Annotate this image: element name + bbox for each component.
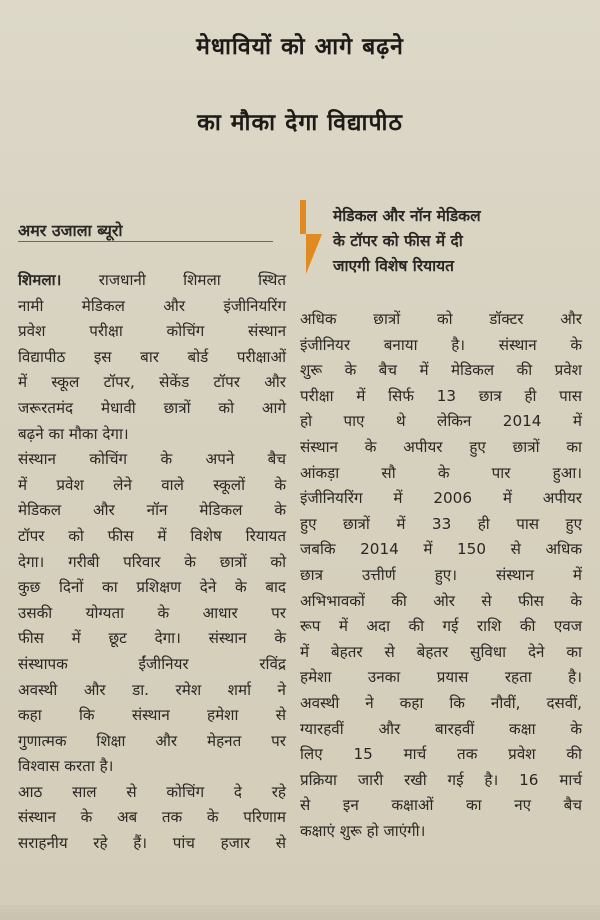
text-line: संस्थान कोचिंग के अपने बैच [18, 450, 286, 469]
text-line: में स्कूल टॉपर, सेकेंड टॉपर और [18, 373, 286, 392]
text-line: देगा। गरीबी परिवार के छात्रों को [18, 552, 286, 571]
text-line: इंजीनियर बनाया है। संस्थान के [300, 335, 582, 354]
text-line: अवस्थी ने कहा कि नौवीं, दसवीं, [300, 693, 582, 712]
text-line: में बेहतर से बेहतर सुविधा देने का [300, 642, 582, 661]
text-line: गुणात्मक शिक्षा और मेहनत पर [18, 731, 286, 750]
text-line: संस्थान के अपीयर हुए छात्रों का [300, 437, 582, 456]
text-line: रूप में अदा की गई राशि की एवज [300, 617, 582, 636]
text-line: उसकी योग्यता के आधार पर [18, 603, 286, 622]
text-line: लिए 15 मार्च तक प्रवेश की [300, 745, 582, 764]
text-line: आठ साल से कोचिंग दे रहे [18, 782, 286, 801]
pull-quote-line: मेडिकल और नॉन मेडिकल [333, 207, 481, 225]
text-line: हुए छात्रों में 33 ही पास हुए [300, 514, 582, 533]
text-line: से इन कक्षाओं का नए बैच [300, 796, 582, 815]
byline: अमर उजाला ब्यूरो [18, 221, 123, 240]
headline-line-2: का मौका देगा विद्यापीठ [197, 110, 403, 136]
text-line: प्रक्रिया जारी रखी गई है। 16 मार्च [300, 770, 582, 789]
text-line: संस्थान के अब तक के परिणाम [18, 808, 286, 827]
dateline: शिमला। [18, 271, 62, 289]
text-line: संस्थापक ईंजीनियर रविंद्र [18, 654, 286, 673]
article-column-1 [18, 268, 286, 857]
byline-divider [18, 241, 273, 242]
text-line: अधिक छात्रों को डॉक्टर और [300, 310, 582, 328]
text-line: मेडिकल और नॉन मेडिकल के [18, 501, 286, 520]
pull-quote-line: के टॉपर को फीस में दी [333, 232, 463, 250]
text-line: में प्रवेश लेने वाले स्कूलों के [18, 475, 286, 494]
text-line: आंकड़ा सौ के पार हुआ। [300, 463, 582, 482]
text-line: अभिभावकों की ओर से फीस के [300, 591, 582, 610]
text-line: इंजीनियरिंग में 2006 में अपीयर [300, 489, 582, 508]
text-line: हमेशा उनका प्रयास रहता है। [300, 668, 582, 687]
text-line: शुरू के बैच में मेडिकल की प्रवेश [300, 361, 582, 380]
text-line: सराहनीय रहे हैं। पांच हजार से [18, 834, 286, 853]
text-line: प्रवेश परीक्षा कोचिंग संस्थान [18, 322, 286, 341]
headline-line-1: मेधावियों को आगे बढ़ने [196, 34, 404, 60]
text-line: टॉपर को फीस में विशेष रियायत [18, 526, 286, 545]
text-line: विश्वास करता है। [18, 757, 114, 776]
text-line: अवस्थी और डा. रमेश शर्मा ने [18, 680, 286, 699]
text-line: हो पाए थे लेकिन 2014 में [300, 412, 582, 431]
text-line: फीस में छूट देगा। संस्थान के [18, 629, 286, 648]
pull-quote [333, 204, 583, 279]
clipping-bottom-edge [0, 905, 600, 920]
text-line: कुछ दिनों का प्रशिक्षण देने के बाद [18, 578, 286, 597]
text-line: बढ़ने का मौका देगा। [18, 424, 129, 443]
text-line: नामी मेडिकल और इंजीनियरिंग [18, 296, 286, 315]
text-line: छात्र उत्तीर्ण हुए। संस्थान में [300, 565, 582, 584]
text-line: ग्यारहवीं और बारहवीं कक्षा के [300, 719, 582, 738]
text-line: राजधानी शिमला स्थित [61, 271, 286, 289]
text-line: कक्षाएं शुरू हो जाएंगी। [300, 821, 426, 840]
text-line: विद्यापीठ इस बार बोर्ड परीक्षाओं [18, 347, 286, 366]
text-line: जरूरतमंद मेधावी छात्रों को आगे [18, 398, 286, 417]
article-column-2 [300, 307, 582, 844]
text-line: कहा कि संस्थान हमेशा से [18, 706, 286, 725]
pull-quote-line: जाएगी विशेष रियायत [333, 257, 454, 275]
text-line: जबकि 2014 में 150 से अधिक [300, 540, 582, 559]
text-line: परीक्षा में सिर्फ 13 छात्र ही पास [300, 386, 582, 405]
